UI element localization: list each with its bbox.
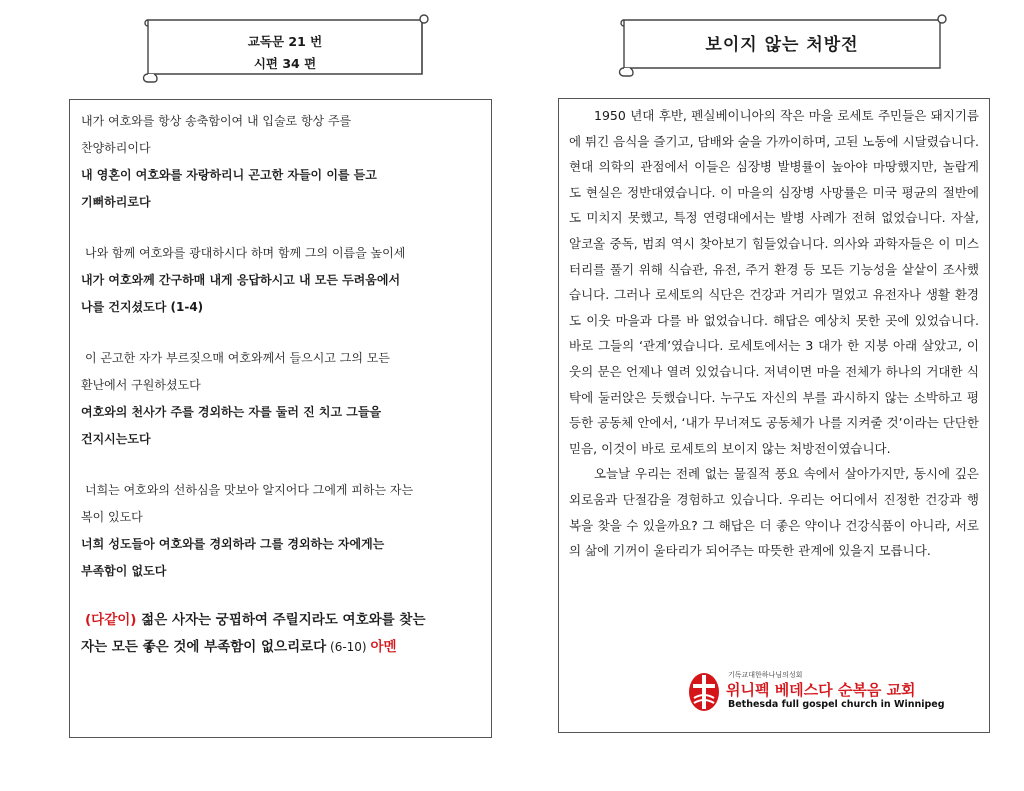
verse-reference: (6-10) <box>326 640 371 654</box>
church-logo <box>688 668 950 716</box>
unison-text: 젊은 사자는 궁핍하여 주릴지라도 여호와를 찾는 <box>136 612 426 628</box>
right-scroll-header <box>612 10 952 78</box>
verse-text: 너희는 여호와의 선하심을 맛보아 알지어다 그에게 피하는 자는 <box>85 483 414 497</box>
article-paragraph: 오늘날 우리는 전례 없는 물질적 풍요 속에서 살아가지만, 동시에 깊은 외로움과 단절감을 경험하고 있습니다. 우리는 어디에서 진정한 건강과 행복을 찾을 수 있을까요? 그 해답은 더 좋은 약이나 건강식품이 아니라, 서로의 삶에 기꺼이 울타리가 되어주는 따뜻한 관계에 있을지 모릅니다. <box>569 466 979 559</box>
unison-label: (다같이) <box>85 612 137 628</box>
logo-korean-name: 위니펙 베데스다 순복음 교회 <box>726 681 916 699</box>
psalm-chapter: 시편 34 편 <box>253 56 317 71</box>
verse-text: 나와 함께 여호와를 광대하시다 하며 함께 그의 이름을 높이세 <box>85 246 406 260</box>
unison-reading <box>81 634 481 661</box>
cross-logo-icon <box>688 672 720 712</box>
response-text: 내가 여호와께 간구하매 내게 응답하시고 내 모든 두려움에서 <box>81 273 401 287</box>
response-text: 내 영혼이 여호와를 자랑하리니 곤고한 자들이 이를 듣고 <box>81 168 377 182</box>
article-box <box>558 98 990 733</box>
logo-tagline: 기독교대한하나님의성회 <box>728 671 803 679</box>
verse-text: 이 곤고한 자가 부르짖으매 여호와께서 들으시고 그의 모든 <box>85 351 390 365</box>
left-scroll-header <box>138 12 438 88</box>
unison-text: 자는 모든 좋은 것에 부족함이 없으리로다 <box>81 639 327 655</box>
response-text: 너희 성도들아 여호와를 경외하라 그를 경외하는 자에게는 <box>81 537 385 551</box>
responsive-reading-number: 교독문 21 번 <box>247 34 323 49</box>
verse-text: 내가 여호와를 항상 송축함이여 내 입술로 항상 주를 <box>81 114 352 128</box>
article-title: 보이지 않는 처방전 <box>705 35 859 55</box>
response-text: 나를 건지셨도다 (1-4) <box>81 300 204 314</box>
psalm-reading-box <box>69 99 492 738</box>
article-paragraph: 1950 년대 후반, 펜실베이니아의 작은 마을 로세토 주민들은 돼지기름에 튀긴 음식을 즐기고, 담배와 술을 가까이하며, 고된 노동에 시달렸습니다. 현대 의학의 관점에서 이들은 심장병 발병률이 높아야 마땅했지만, 놀랍게도 현실은 정반대였습니다. 이 마을의 심장병 사망률은 미국 평균의 절반에도 미치지 못했고, 특정 연령대에서는 발병 사례가 전혀 없었습니다. 자살, 알코올 중독, 범죄 역시 찾아보기 힘들었습니다. 의사와 과학자들은 이 미스터리를 풀기 위해 식습관, 유전, 주거 환경 등 모든 기능성을 샅샅이 조사했습니다. 그러나 로세토의 식단은 건강과 거리가 멀었고 유전자나 생활 환경도 이웃 마을과 다를 바 없었습니다. 해답은 예상치 못한 곳에 있었습니다. 바로 그들의 ‘관계’였습니다. 로세토에서는 3 대가 한 지붕 아래 살았고, 이웃의 문은 언제나 열려 있었습니다. 저녁이면 마을 전체가 하나의 거대한 식탁에 둘러앉은 듯했습니다. 누구도 자신의 부를 과시하지 않는 소박하고 평등한 공동체 안에서, ‘내가 무너져도 공동체가 나를 지켜줄 것’이라는 단단한 믿음, 이것이 바로 로세토의 보이지 않는 처방전이였습니다. <box>569 108 979 456</box>
verse-text: 찬양하리이다 <box>81 141 151 155</box>
response-text: 부족함이 없도다 <box>81 564 167 578</box>
unison-reading <box>81 607 481 634</box>
response-text: 여호와의 천사가 주를 경외하는 자를 둘러 진 치고 그들을 <box>81 405 382 419</box>
verse-text: 환난에서 구원하셨도다 <box>81 378 201 392</box>
amen-text: 아멘 <box>370 639 397 655</box>
response-text: 기뻐하리로다 <box>81 195 151 209</box>
verse-text: 복이 있도다 <box>81 510 143 524</box>
logo-english-name: Bethesda full gospel church in Winnipeg <box>728 699 945 710</box>
response-text: 건지시는도다 <box>81 432 151 446</box>
